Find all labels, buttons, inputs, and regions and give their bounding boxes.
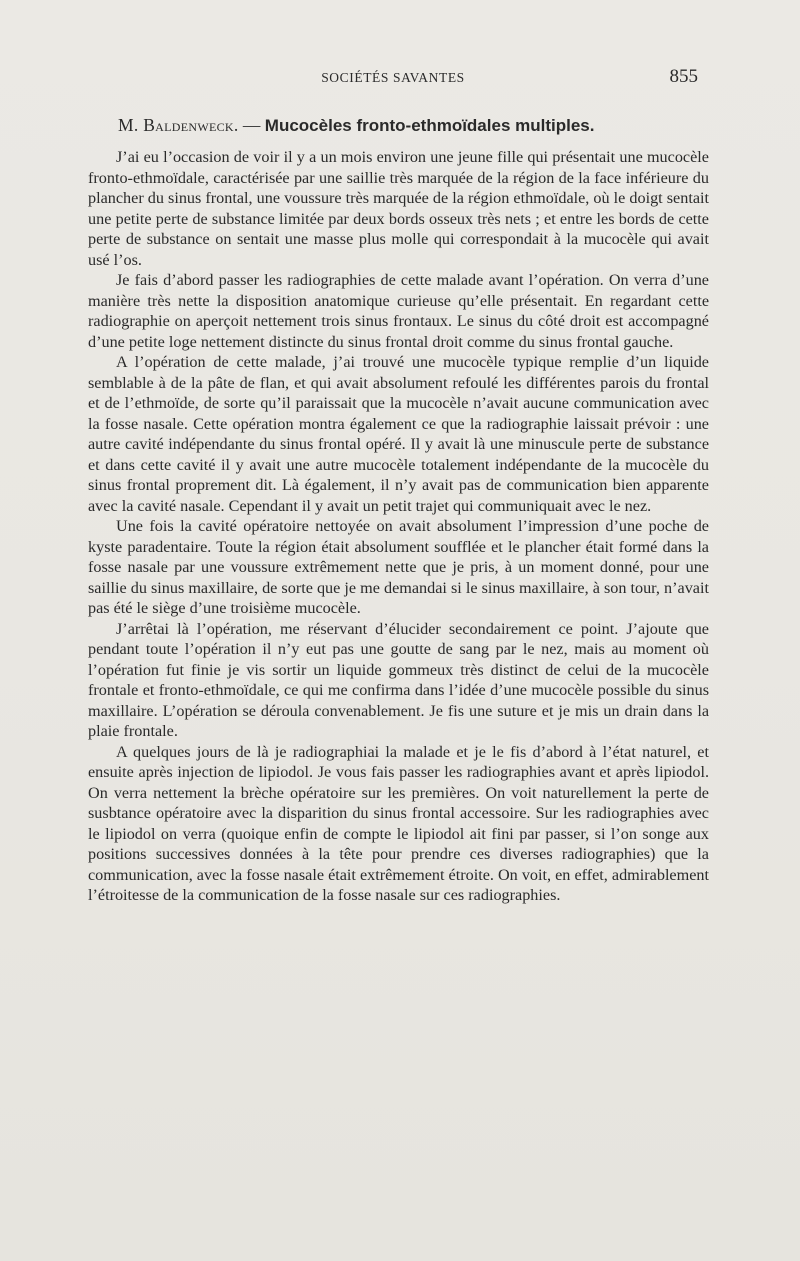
paragraph: J’arrêtai là l’opération, me réservant d’élucider secondairement ce point. J’ajoute que pendant toute l’opération il n’y eut pas une goutte de sang par le nez, mais au moment où l’opération fut finie je vis sortir un liquide gommeux très distinct de celui de la mucocèle frontale et fronto-ethmoïdale, ce qui me confirma dans l’idée d’une mucocèle possible du sinus maxillaire. L’opération se déroula convenablement. Je fis une suture et je mis un drain dans la plaie frontale. [88,619,709,740]
paragraph: A quelques jours de là je radiographiai la malade et je le fis d’abord à l’état naturel, et ensuite après injection de lipiodol. Je vous fais passer les radiographies avant et après lipiodol. On verra nettement la brèche opératoire sur les premières. On voit naturellement la perte de susbtance opératoire avec la disparition du sinus frontal accessoire. Sur les radiographies avec le lipiodol on verra (quoique enfin de compte le lipiodol ait fini par passer, si l’on songe aux positions successives données à la tête pour prendre ces diverses radiographies) que la communication, avec la fosse nasale était extrêmement étroite. On voit, en effet, admirablement l’étroitesse de la communication de la fosse nasale sur ces radiographies. [88,742,709,904]
paragraph: A l’opération de cette malade, j’ai trouvé une mucocèle typique remplie d’un liquide semblable à de la pâte de flan, et qui avait absolument refoulé les différentes parois du frontal et de l’ethmoïde, de sorte qu’il paraissait que la mucocèle n’avait aucune communication avec la fosse nasale. Cette opération montra également ce que la radiographie laissait prévoir : une autre cavité indépendante du sinus frontal opéré. Il y avait là une minuscule perte de substance et dans cette cavité il y avait une autre mucocèle totalement indépendante de la mucocèle du sinus frontal proprement dit. Là également, il n’y avait pas de communication bien apparente avec la cavité nasale. Cependant il y avait un petit trajet qui communiquait avec le nez. [88,353,709,515]
paragraph: Une fois la cavité opératoire nettoyée on avait absolument l’impression d’une poche de kyste paradentaire. Toute la région était absolument soufflée et le plancher était formé dans la fosse nasale par une voussure extrêmement nette que je pris, à un moment donné, pour une saillie du sinus maxillaire, de sorte que je me demandai si le sinus maxillaire, à son tour, n’avait pas été le siège d’une troisième mucocèle. [88,517,709,617]
page-number: 855 [669,66,698,87]
article-heading [118,112,709,139]
article-body [88,112,709,906]
paragraph: Je fais d’abord passer les radiographies de cette malade avant l’opération. On verra d’une manière très nette la disposition anatomique curieuse qu’elle présentait. En regardant cette radiographie on aperçoit nettement trois sinus frontaux. Le sinus du côté droit est accompagné d’une petite loge nettement distincte du sinus frontal droit comme du sinus frontal gauche. [88,271,709,351]
running-head: SOCIÉTÉS SAVANTES [321,70,465,85]
title-dash: — [242,115,261,135]
article-title: Mucocèles fronto-ethmoïdales multiples. [264,116,595,135]
paragraph: J’ai eu l’occasion de voir il y a un mois environ une jeune fille qui présentait une mucocèle fronto-ethmoïdale, caractérisée par une saillie très marquée de la région de la face inférieure du plancher du sinus frontal, une voussure très marquée de la région ethmoïdale, où le doigt sentait une petite perte de substance limitée par deux bords osseux très nets ; et entre les bords de cette perte de substance on sentait une masse plus molle qui correspondait à la mucocèle qui avait usé l’os. [88,148,709,269]
author-name: M. Baldenweck. [118,115,239,135]
page-header [88,66,698,90]
